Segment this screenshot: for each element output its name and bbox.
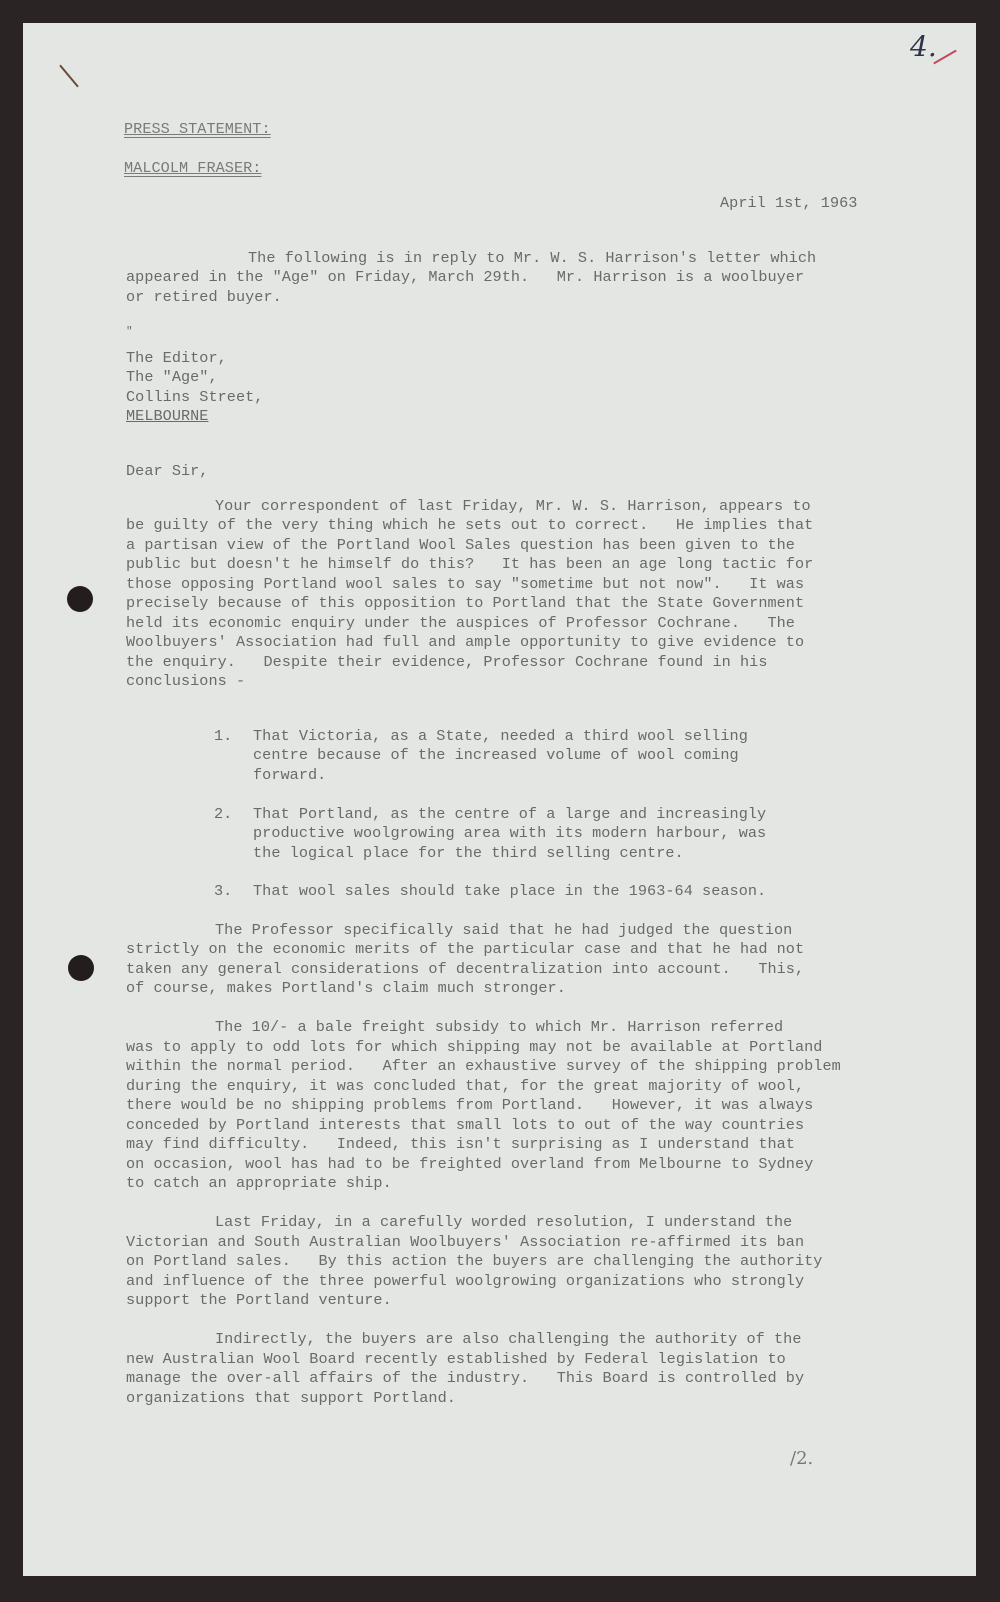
- press-statement-heading: PRESS STATEMENT:: [124, 120, 271, 138]
- handwritten-page-number: 4.: [910, 30, 937, 63]
- punch-hole: [67, 586, 93, 612]
- quote-mark: ": [126, 326, 133, 338]
- author-heading: MALCOLM FRASER:: [124, 159, 262, 177]
- continuation-marker: /2.: [790, 1448, 814, 1469]
- punch-hole: [68, 955, 94, 981]
- document-date: April 1st, 1963: [720, 194, 858, 212]
- salutation: Dear Sir,: [126, 462, 209, 480]
